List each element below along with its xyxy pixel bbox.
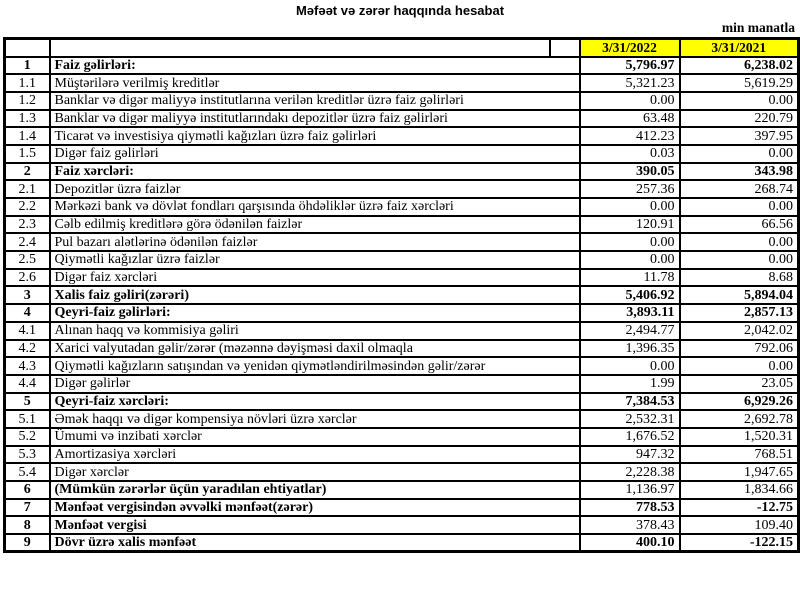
- table-row: [5, 216, 799, 234]
- row-number-cell: 5.3: [5, 446, 50, 464]
- value-2022-cell: 0.03: [580, 145, 680, 163]
- row-label-cell: Amortizasiya xərcləri: [50, 446, 580, 464]
- value-2022-cell: 63.48: [580, 110, 680, 128]
- table-row: [5, 92, 799, 110]
- value-2021-cell: 2,857.13: [680, 304, 799, 322]
- value-2021-cell: 23.05: [680, 375, 799, 393]
- table-row: [5, 233, 799, 251]
- row-label-cell: Banklar və digər maliyyə institutlarındakı depozitlər üzrə faiz gəlirləri: [50, 110, 580, 128]
- value-2022-cell: 5,321.23: [580, 74, 680, 92]
- row-label-cell: Qiymətli kağızların satışından və yenidən qiymətləndirilməsindən gəlir/zərər: [50, 357, 580, 375]
- row-label-cell: Qeyri-faiz xərcləri:: [50, 393, 580, 411]
- value-2022-cell: 2,228.38: [580, 463, 680, 481]
- value-2022-cell: 5,796.97: [580, 57, 680, 75]
- value-2021-cell: 220.79: [680, 110, 799, 128]
- table-row: [5, 322, 799, 340]
- value-2022-cell: 0.00: [580, 251, 680, 269]
- value-2022-cell: 0.00: [580, 357, 680, 375]
- value-2021-cell: 0.00: [680, 145, 799, 163]
- row-number-cell: 1.5: [5, 145, 50, 163]
- currency-unit-label: min manatla: [721, 20, 795, 35]
- value-2022-cell: 7,384.53: [580, 393, 680, 411]
- value-2022-cell: 1,396.35: [580, 340, 680, 358]
- table-row: [5, 110, 799, 128]
- row-number-cell: 1.2: [5, 92, 50, 110]
- row-number-cell: 2.2: [5, 198, 50, 216]
- table-row: [5, 357, 799, 375]
- table-row: [5, 463, 799, 481]
- value-2022-cell: 390.05: [580, 163, 680, 181]
- value-2021-cell: 8.68: [680, 269, 799, 287]
- value-2021-cell: 792.06: [680, 340, 799, 358]
- row-label-cell: Faiz xərcləri:: [50, 163, 580, 181]
- header-empty-number-cell: [5, 39, 50, 57]
- row-number-cell: 4.2: [5, 340, 50, 358]
- row-number-cell: 2.4: [5, 233, 50, 251]
- table-header-row: [5, 39, 799, 57]
- value-2022-cell: 2,494.77: [580, 322, 680, 340]
- row-number-cell: 1.3: [5, 110, 50, 128]
- table-row: [5, 499, 799, 517]
- value-2022-cell: 412.23: [580, 127, 680, 145]
- value-2022-cell: 400.10: [580, 534, 680, 552]
- value-2021-cell: 6,929.26: [680, 393, 799, 411]
- row-number-cell: 2: [5, 163, 50, 181]
- table-row: [5, 304, 799, 322]
- table-row: [5, 74, 799, 92]
- row-label-cell: Digər gəlirlər: [50, 375, 580, 393]
- report-title: Məfəət və zərər haqqında hesabat: [295, 3, 505, 18]
- value-2022-cell: 1.99: [580, 375, 680, 393]
- row-label-cell: Banklar və digər maliyyə institutlarına verilən kreditlər üzrə faiz gəlirləri: [50, 92, 580, 110]
- table-row: [5, 286, 799, 304]
- report-table-body: [5, 57, 799, 552]
- income-statement-table: [3, 37, 800, 553]
- row-number-cell: 3: [5, 286, 50, 304]
- row-label-cell: Digər faiz xərcləri: [50, 269, 580, 287]
- value-2022-cell: 378.43: [580, 516, 680, 534]
- value-2021-cell: 1,834.66: [680, 481, 799, 499]
- row-number-cell: 2.6: [5, 269, 50, 287]
- value-2022-cell: 0.00: [580, 198, 680, 216]
- row-label-cell: Digər faiz gəlirləri: [50, 145, 580, 163]
- row-label-cell: Ticarət və investisiya qiymətli kağızları üzrə faiz gəlirləri: [50, 127, 580, 145]
- value-2022-cell: 778.53: [580, 499, 680, 517]
- row-number-cell: 5.4: [5, 463, 50, 481]
- row-label-cell: Dövr üzrə xalis mənfəət: [50, 534, 580, 552]
- row-label-cell: Mərkəzi bank və dövlət fondları qarşısında öhdəliklər üzrə faiz xərcləri: [50, 198, 580, 216]
- row-label-cell: Faiz gəlirləri:: [50, 57, 580, 75]
- value-2021-cell: -12.75: [680, 499, 799, 517]
- value-2021-cell: 1,947.65: [680, 463, 799, 481]
- value-2021-cell: 5,619.29: [680, 74, 799, 92]
- value-2022-cell: 3,893.11: [580, 304, 680, 322]
- row-number-cell: 4.1: [5, 322, 50, 340]
- row-label-cell: Qeyri-faiz gəlirləri:: [50, 304, 580, 322]
- table-row: [5, 393, 799, 411]
- value-2022-cell: 2,532.31: [580, 410, 680, 428]
- row-number-cell: 4.4: [5, 375, 50, 393]
- row-number-cell: 2.5: [5, 251, 50, 269]
- table-row: [5, 57, 799, 75]
- value-2021-cell: 0.00: [680, 357, 799, 375]
- row-label-cell: Cəlb edilmiş kreditlərə görə ödənilən faizlər: [50, 216, 580, 234]
- table-row: [5, 251, 799, 269]
- header-date-2021-cell: 3/31/2021: [680, 39, 799, 57]
- header-empty-label-cell: [50, 39, 550, 57]
- value-2022-cell: 0.00: [580, 233, 680, 251]
- row-number-cell: 2.3: [5, 216, 50, 234]
- row-number-cell: 7: [5, 499, 50, 517]
- value-2021-cell: 5,894.04: [680, 286, 799, 304]
- value-2021-cell: 0.00: [680, 251, 799, 269]
- row-label-cell: Digər xərclər: [50, 463, 580, 481]
- row-number-cell: 4: [5, 304, 50, 322]
- row-label-cell: Əmək haqqı və digər kompensiya növləri üzrə xərclər: [50, 410, 580, 428]
- row-label-cell: Mənfəət vergisindən əvvəlki mənfəət(zərər): [50, 499, 580, 517]
- table-row: [5, 163, 799, 181]
- row-number-cell: 5.1: [5, 410, 50, 428]
- value-2021-cell: 109.40: [680, 516, 799, 534]
- header-date-2022-cell: 3/31/2022: [580, 39, 680, 57]
- value-2021-cell: 268.74: [680, 180, 799, 198]
- row-number-cell: 1.1: [5, 74, 50, 92]
- table-row: [5, 446, 799, 464]
- value-2021-cell: 66.56: [680, 216, 799, 234]
- value-2022-cell: 5,406.92: [580, 286, 680, 304]
- row-label-cell: Xalis faiz gəliri(zərəri): [50, 286, 580, 304]
- value-2021-cell: 0.00: [680, 198, 799, 216]
- row-number-cell: 1: [5, 57, 50, 75]
- table-row: [5, 269, 799, 287]
- value-2022-cell: 1,136.97: [580, 481, 680, 499]
- value-2021-cell: 0.00: [680, 92, 799, 110]
- row-number-cell: 9: [5, 534, 50, 552]
- value-2022-cell: 257.36: [580, 180, 680, 198]
- row-number-cell: 5: [5, 393, 50, 411]
- row-number-cell: 2.1: [5, 180, 50, 198]
- row-number-cell: 1.4: [5, 127, 50, 145]
- row-label-cell: (Mümkün zərərlər üçün yaradılan ehtiyatlar): [50, 481, 580, 499]
- table-row: [5, 516, 799, 534]
- table-row: [5, 375, 799, 393]
- value-2022-cell: 947.32: [580, 446, 680, 464]
- table-row: [5, 145, 799, 163]
- value-2021-cell: 397.95: [680, 127, 799, 145]
- row-label-cell: Depozitlər üzrə faizlər: [50, 180, 580, 198]
- value-2021-cell: 2,692.78: [680, 410, 799, 428]
- row-label-cell: Alınan haqq və kommisiya gəliri: [50, 322, 580, 340]
- value-2022-cell: 1,676.52: [580, 428, 680, 446]
- row-number-cell: 5.2: [5, 428, 50, 446]
- row-label-cell: Müştərilərə verilmiş kreditlər: [50, 74, 580, 92]
- table-row: [5, 127, 799, 145]
- row-label-cell: Mənfəət vergisi: [50, 516, 580, 534]
- row-label-cell: Pul bazarı alətlərinə ödənilən faizlər: [50, 233, 580, 251]
- value-2021-cell: 343.98: [680, 163, 799, 181]
- value-2022-cell: 120.91: [580, 216, 680, 234]
- table-row: [5, 410, 799, 428]
- header-spacer-cell: [550, 39, 580, 57]
- value-2021-cell: 0.00: [680, 233, 799, 251]
- table-row: [5, 428, 799, 446]
- value-2022-cell: 11.78: [580, 269, 680, 287]
- row-number-cell: 8: [5, 516, 50, 534]
- value-2021-cell: 2,042.02: [680, 322, 799, 340]
- row-label-cell: Xarici valyutadan gəlir/zərər (məzənnə dəyişməsi daxil olmaqla: [50, 340, 580, 358]
- table-row: [5, 180, 799, 198]
- value-2022-cell: 0.00: [580, 92, 680, 110]
- table-row: [5, 534, 799, 552]
- row-label-cell: Ümumi və inzibati xərclər: [50, 428, 580, 446]
- row-label-cell: Qiymətli kağızlar üzrə faizlər: [50, 251, 580, 269]
- table-row: [5, 481, 799, 499]
- row-number-cell: 6: [5, 481, 50, 499]
- value-2021-cell: -122.15: [680, 534, 799, 552]
- table-row: [5, 340, 799, 358]
- value-2021-cell: 768.51: [680, 446, 799, 464]
- row-number-cell: 4.3: [5, 357, 50, 375]
- value-2021-cell: 1,520.31: [680, 428, 799, 446]
- value-2021-cell: 6,238.02: [680, 57, 799, 75]
- table-row: [5, 198, 799, 216]
